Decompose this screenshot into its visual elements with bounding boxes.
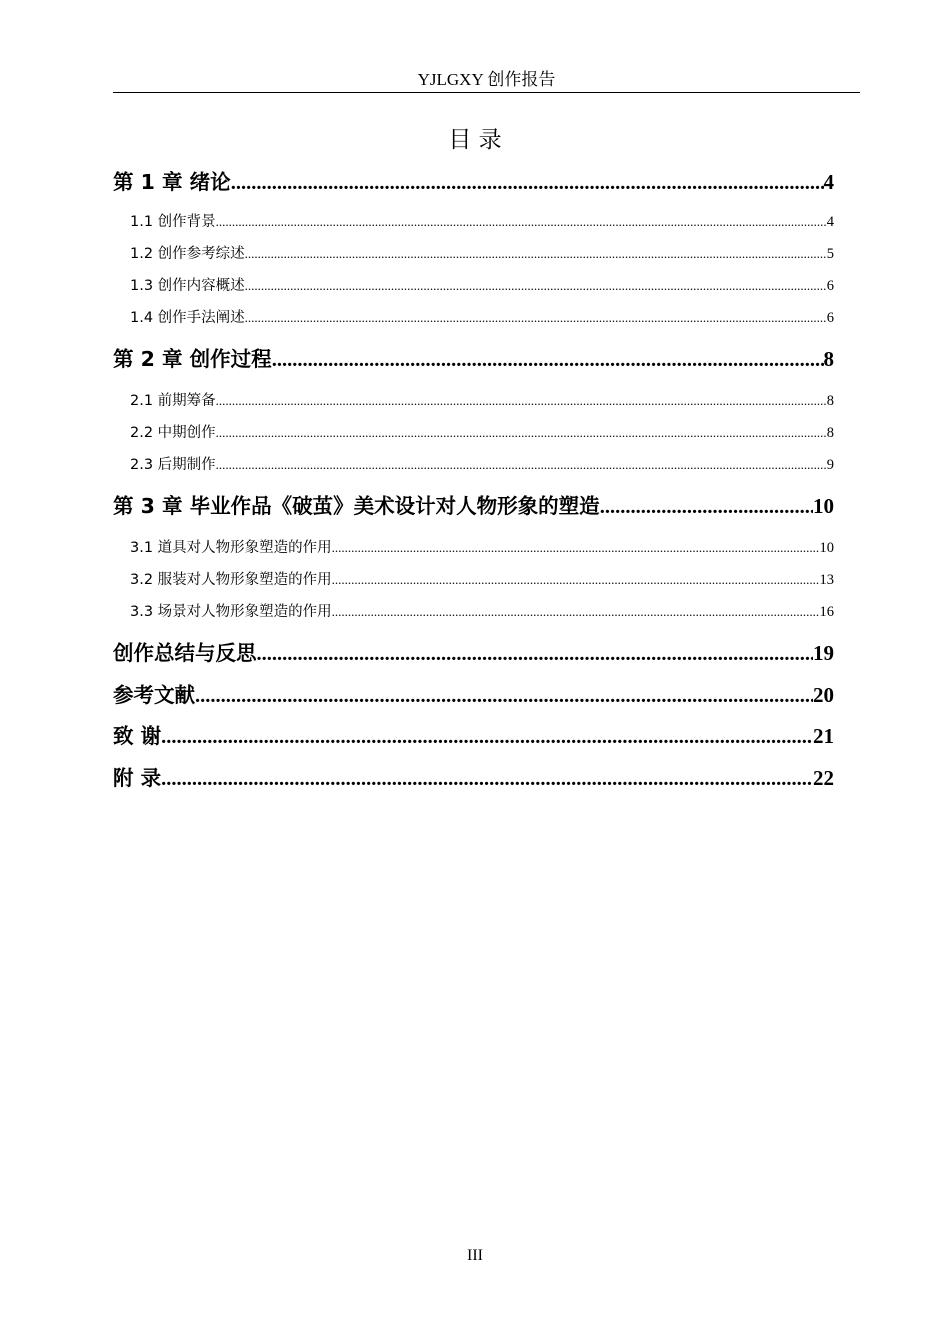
toc-entry-label: 1.2 创作参考综述 xyxy=(130,246,245,262)
toc-summary[interactable] xyxy=(113,638,834,668)
toc-section-2-2[interactable] xyxy=(130,422,834,444)
dot-leader xyxy=(216,454,827,476)
toc-entry-label: 3.1 道具对人物形象塑造的作用 xyxy=(130,540,332,556)
toc-entry-page: 5 xyxy=(826,246,834,262)
toc-entry-label: 3.3 场景对人物形象塑造的作用 xyxy=(130,604,332,620)
toc-entry-page: 8 xyxy=(826,425,834,441)
toc-entry-page: 10 xyxy=(819,540,834,556)
dot-leader xyxy=(257,639,814,669)
toc-section-1-2[interactable] xyxy=(130,243,834,265)
toc-section-1-1[interactable] xyxy=(130,211,834,233)
toc-entry-page: 6 xyxy=(826,310,834,326)
toc-entry-label: 致 谢 xyxy=(113,724,162,748)
dot-leader xyxy=(216,422,827,444)
toc-acknowledgements[interactable] xyxy=(113,721,834,751)
toc-entry-page: 8 xyxy=(823,347,834,371)
toc-entry-page: 19 xyxy=(813,641,834,665)
toc-appendix[interactable] xyxy=(113,763,834,793)
dot-leader xyxy=(231,168,824,198)
toc-entry-page: 16 xyxy=(819,604,834,620)
page-number: III xyxy=(467,1247,483,1264)
toc-section-1-3[interactable] xyxy=(130,275,834,297)
page-header: YJLGXY 创作报告 xyxy=(417,70,556,89)
toc-entry-page: 10 xyxy=(813,494,834,518)
toc-entry-label: 2.1 前期筹备 xyxy=(130,393,216,409)
toc-section-3-1[interactable] xyxy=(130,537,834,559)
toc-title: 目 录 xyxy=(448,127,502,153)
toc-entry-label: 创作总结与反思 xyxy=(113,641,257,665)
toc-section-3-3[interactable] xyxy=(130,601,834,623)
dot-leader xyxy=(600,492,813,522)
toc-section-1-4[interactable] xyxy=(130,307,834,329)
toc-entry-label: 1.1 创作背景 xyxy=(130,214,216,230)
dot-leader xyxy=(332,569,820,591)
toc-entry-label: 2.3 后期制作 xyxy=(130,457,216,473)
toc-section-3-2[interactable] xyxy=(130,569,834,591)
dot-leader xyxy=(195,681,813,711)
toc-entry-label: 参考文献 xyxy=(113,683,195,707)
toc-entry-page: 22 xyxy=(813,766,834,790)
toc-entry-label: 第 1 章 绪论 xyxy=(113,170,231,194)
dot-leader xyxy=(216,390,827,412)
toc-chapter-2[interactable] xyxy=(113,344,834,374)
toc-entry-page: 21 xyxy=(813,724,834,748)
toc-section-2-3[interactable] xyxy=(130,454,834,476)
toc-entry-label: 1.4 创作手法阐述 xyxy=(130,310,245,326)
dot-leader xyxy=(245,243,827,265)
dot-leader xyxy=(332,537,820,559)
toc-entry-page: 13 xyxy=(819,572,834,588)
toc-entry-label: 附 录 xyxy=(113,766,162,790)
toc-chapter-3[interactable] xyxy=(113,491,834,521)
dot-leader xyxy=(245,307,827,329)
toc-entry-page: 6 xyxy=(826,278,834,294)
toc-section-2-1[interactable] xyxy=(130,390,834,412)
dot-leader xyxy=(216,211,827,233)
header-rule xyxy=(113,92,860,93)
toc-entry-label: 第 2 章 创作过程 xyxy=(113,347,272,371)
toc-entry-page: 20 xyxy=(813,683,834,707)
toc-entry-page: 4 xyxy=(823,170,834,194)
toc-entry-label: 2.2 中期创作 xyxy=(130,425,216,441)
dot-leader xyxy=(161,722,813,752)
dot-leader xyxy=(332,601,820,623)
toc-entry-label: 1.3 创作内容概述 xyxy=(130,278,245,294)
dot-leader xyxy=(161,764,813,794)
toc-references[interactable] xyxy=(113,680,834,710)
dot-leader xyxy=(245,275,827,297)
toc-entry-label: 3.2 服装对人物形象塑造的作用 xyxy=(130,572,332,588)
toc-entry-page: 4 xyxy=(826,214,834,230)
toc-entry-label: 第 3 章 毕业作品《破茧》美术设计对人物形象的塑造 xyxy=(113,494,600,518)
toc-entry-page: 8 xyxy=(826,393,834,409)
dot-leader xyxy=(272,345,824,375)
toc-chapter-1[interactable] xyxy=(113,167,834,197)
toc-entry-page: 9 xyxy=(826,457,834,473)
